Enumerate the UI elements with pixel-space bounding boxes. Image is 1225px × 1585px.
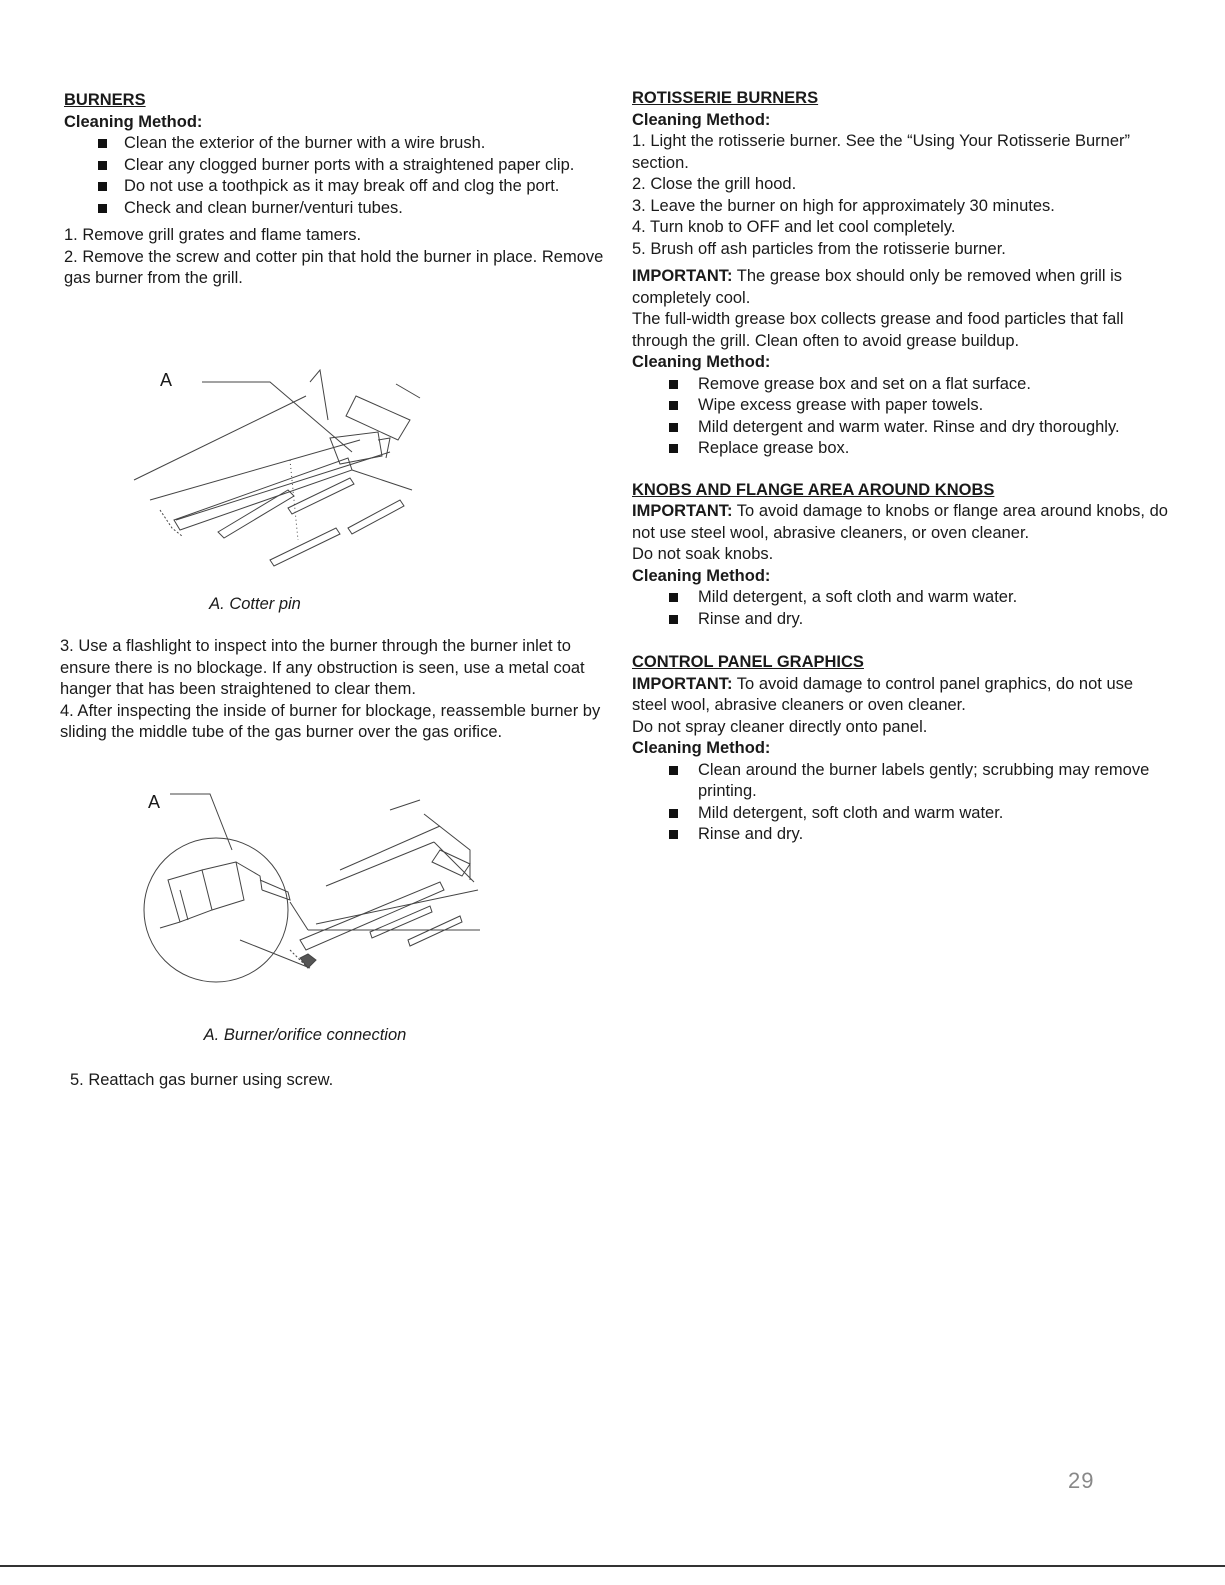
rotisserie-step-1: 1. Light the rotisserie burner. See the “Using Your Rotisserie Burner” section. — [632, 132, 1131, 172]
cotter-pin-figure — [120, 360, 440, 590]
figure-label-a: A — [148, 792, 161, 812]
list-item: Wipe excess grease with paper towels. — [632, 395, 1172, 417]
important-label: IMPORTANT: — [632, 267, 733, 285]
grease-box-important — [632, 266, 1172, 309]
grease-box-description: The full-width grease box collects grease and food particles that fall through the grill. Clean often to avoid grease buildup. — [632, 310, 1124, 350]
rotisserie-step-3: 3. Leave the burner on high for approximately 30 minutes. — [632, 196, 1055, 215]
knobs-soak-warning: Do not soak knobs. — [632, 545, 774, 563]
control-panel-cleaning-label: Cleaning Method: — [632, 739, 771, 757]
right-column — [632, 88, 1172, 846]
burner-orifice-figure — [140, 790, 490, 990]
list-item: Check and clean burner/venturi tubes. — [64, 198, 614, 220]
list-item: Clear any clogged burner ports with a straightened paper clip. — [64, 155, 614, 177]
list-item: Rinse and dry. — [632, 824, 1172, 846]
important-text: The grease box should only be removed when grill is completely cool. — [632, 267, 1123, 307]
list-item: Remove grease box and set on a flat surface. — [632, 374, 1172, 396]
rotisserie-step-5: 5. Brush off ash particles from the rotisserie burner. — [632, 239, 1006, 258]
burners-section — [64, 90, 614, 290]
burners-step-3: 3. Use a flashlight to inspect into the burner through the burner inlet to ensure there is no blockage. If any obstruction is seen, use a metal coat hanger that has been straightened to clear them. — [60, 637, 585, 698]
cotter-pin-caption: A. Cotter pin — [209, 595, 301, 613]
grease-cleaning-label: Cleaning Method: — [632, 353, 771, 371]
knobs-heading: KNOBS AND FLANGE AREA AROUND KNOBS — [632, 480, 995, 499]
important-text: To avoid damage to knobs or flange area around knobs, do not use steel wool, abrasive cleaners, or oven cleaner. — [632, 502, 1168, 542]
rotisserie-cleaning-label: Cleaning Method: — [632, 110, 771, 129]
knobs-cleaning-label: Cleaning Method: — [632, 566, 771, 585]
list-item: Clean around the burner labels gently; scrubbing may remove printing. — [632, 760, 1172, 803]
list-item: Mild detergent, a soft cloth and warm water. — [632, 587, 1172, 609]
important-text: To avoid damage to control panel graphics, do not use steel wool, abrasive cleaners or oven cleaner. — [632, 674, 1134, 714]
burner-orifice-caption: A. Burner/orifice connection — [203, 1026, 407, 1044]
list-item: Replace grease box. — [632, 438, 1172, 460]
burners-cleaning-label: Cleaning Method: — [64, 112, 203, 131]
list-item: Clean the exterior of the burner with a wire brush. — [64, 133, 614, 155]
control-panel-important — [632, 674, 1172, 717]
list-item: Rinse and dry. — [632, 609, 1172, 631]
knobs-important — [632, 501, 1172, 544]
burners-step-4: 4. After inspecting the inside of burner for blockage, reassemble burner by sliding the middle tube of the gas burner over the gas orifice. — [60, 701, 601, 741]
grease-bullet-list — [632, 374, 1172, 460]
important-label: IMPORTANT: — [632, 502, 733, 520]
burners-step-2: 2. Remove the screw and cotter pin that hold the burner in place. Remove gas burner from the grill. — [64, 247, 604, 287]
burners-heading: BURNERS — [64, 91, 146, 109]
rotisserie-step-2: 2. Close the grill hood. — [632, 175, 797, 193]
burners-steps-3-4 — [60, 636, 615, 744]
figure-label-a: A — [160, 370, 173, 390]
knobs-bullet-list — [632, 587, 1172, 630]
burners-bullet-list — [64, 133, 614, 219]
control-panel-spray-warning: Do not spray cleaner directly onto panel. — [632, 717, 928, 736]
list-item: Mild detergent, soft cloth and warm water. — [632, 803, 1172, 825]
burner-orifice-illustration — [140, 790, 490, 990]
control-panel-heading: CONTROL PANEL GRAPHICS — [632, 653, 864, 671]
burner-cotter-pin-illustration — [120, 360, 440, 590]
control-panel-bullet-list — [632, 760, 1172, 846]
important-label: IMPORTANT: — [632, 674, 733, 693]
rotisserie-heading: ROTISSERIE BURNERS — [632, 89, 819, 107]
burners-step-5: 5. Reattach gas burner using screw. — [70, 1071, 334, 1089]
burners-step-1: 1. Remove grill grates and flame tamers. — [64, 226, 362, 244]
list-item: Do not use a toothpick as it may break off and clog the port. — [64, 176, 614, 198]
bottom-divider — [0, 1565, 1225, 1567]
list-item: Mild detergent and warm water. Rinse and dry thoroughly. — [632, 417, 1172, 439]
rotisserie-step-4: 4. Turn knob to OFF and let cool completely. — [632, 218, 956, 236]
page-number: 29 — [1068, 1468, 1095, 1493]
